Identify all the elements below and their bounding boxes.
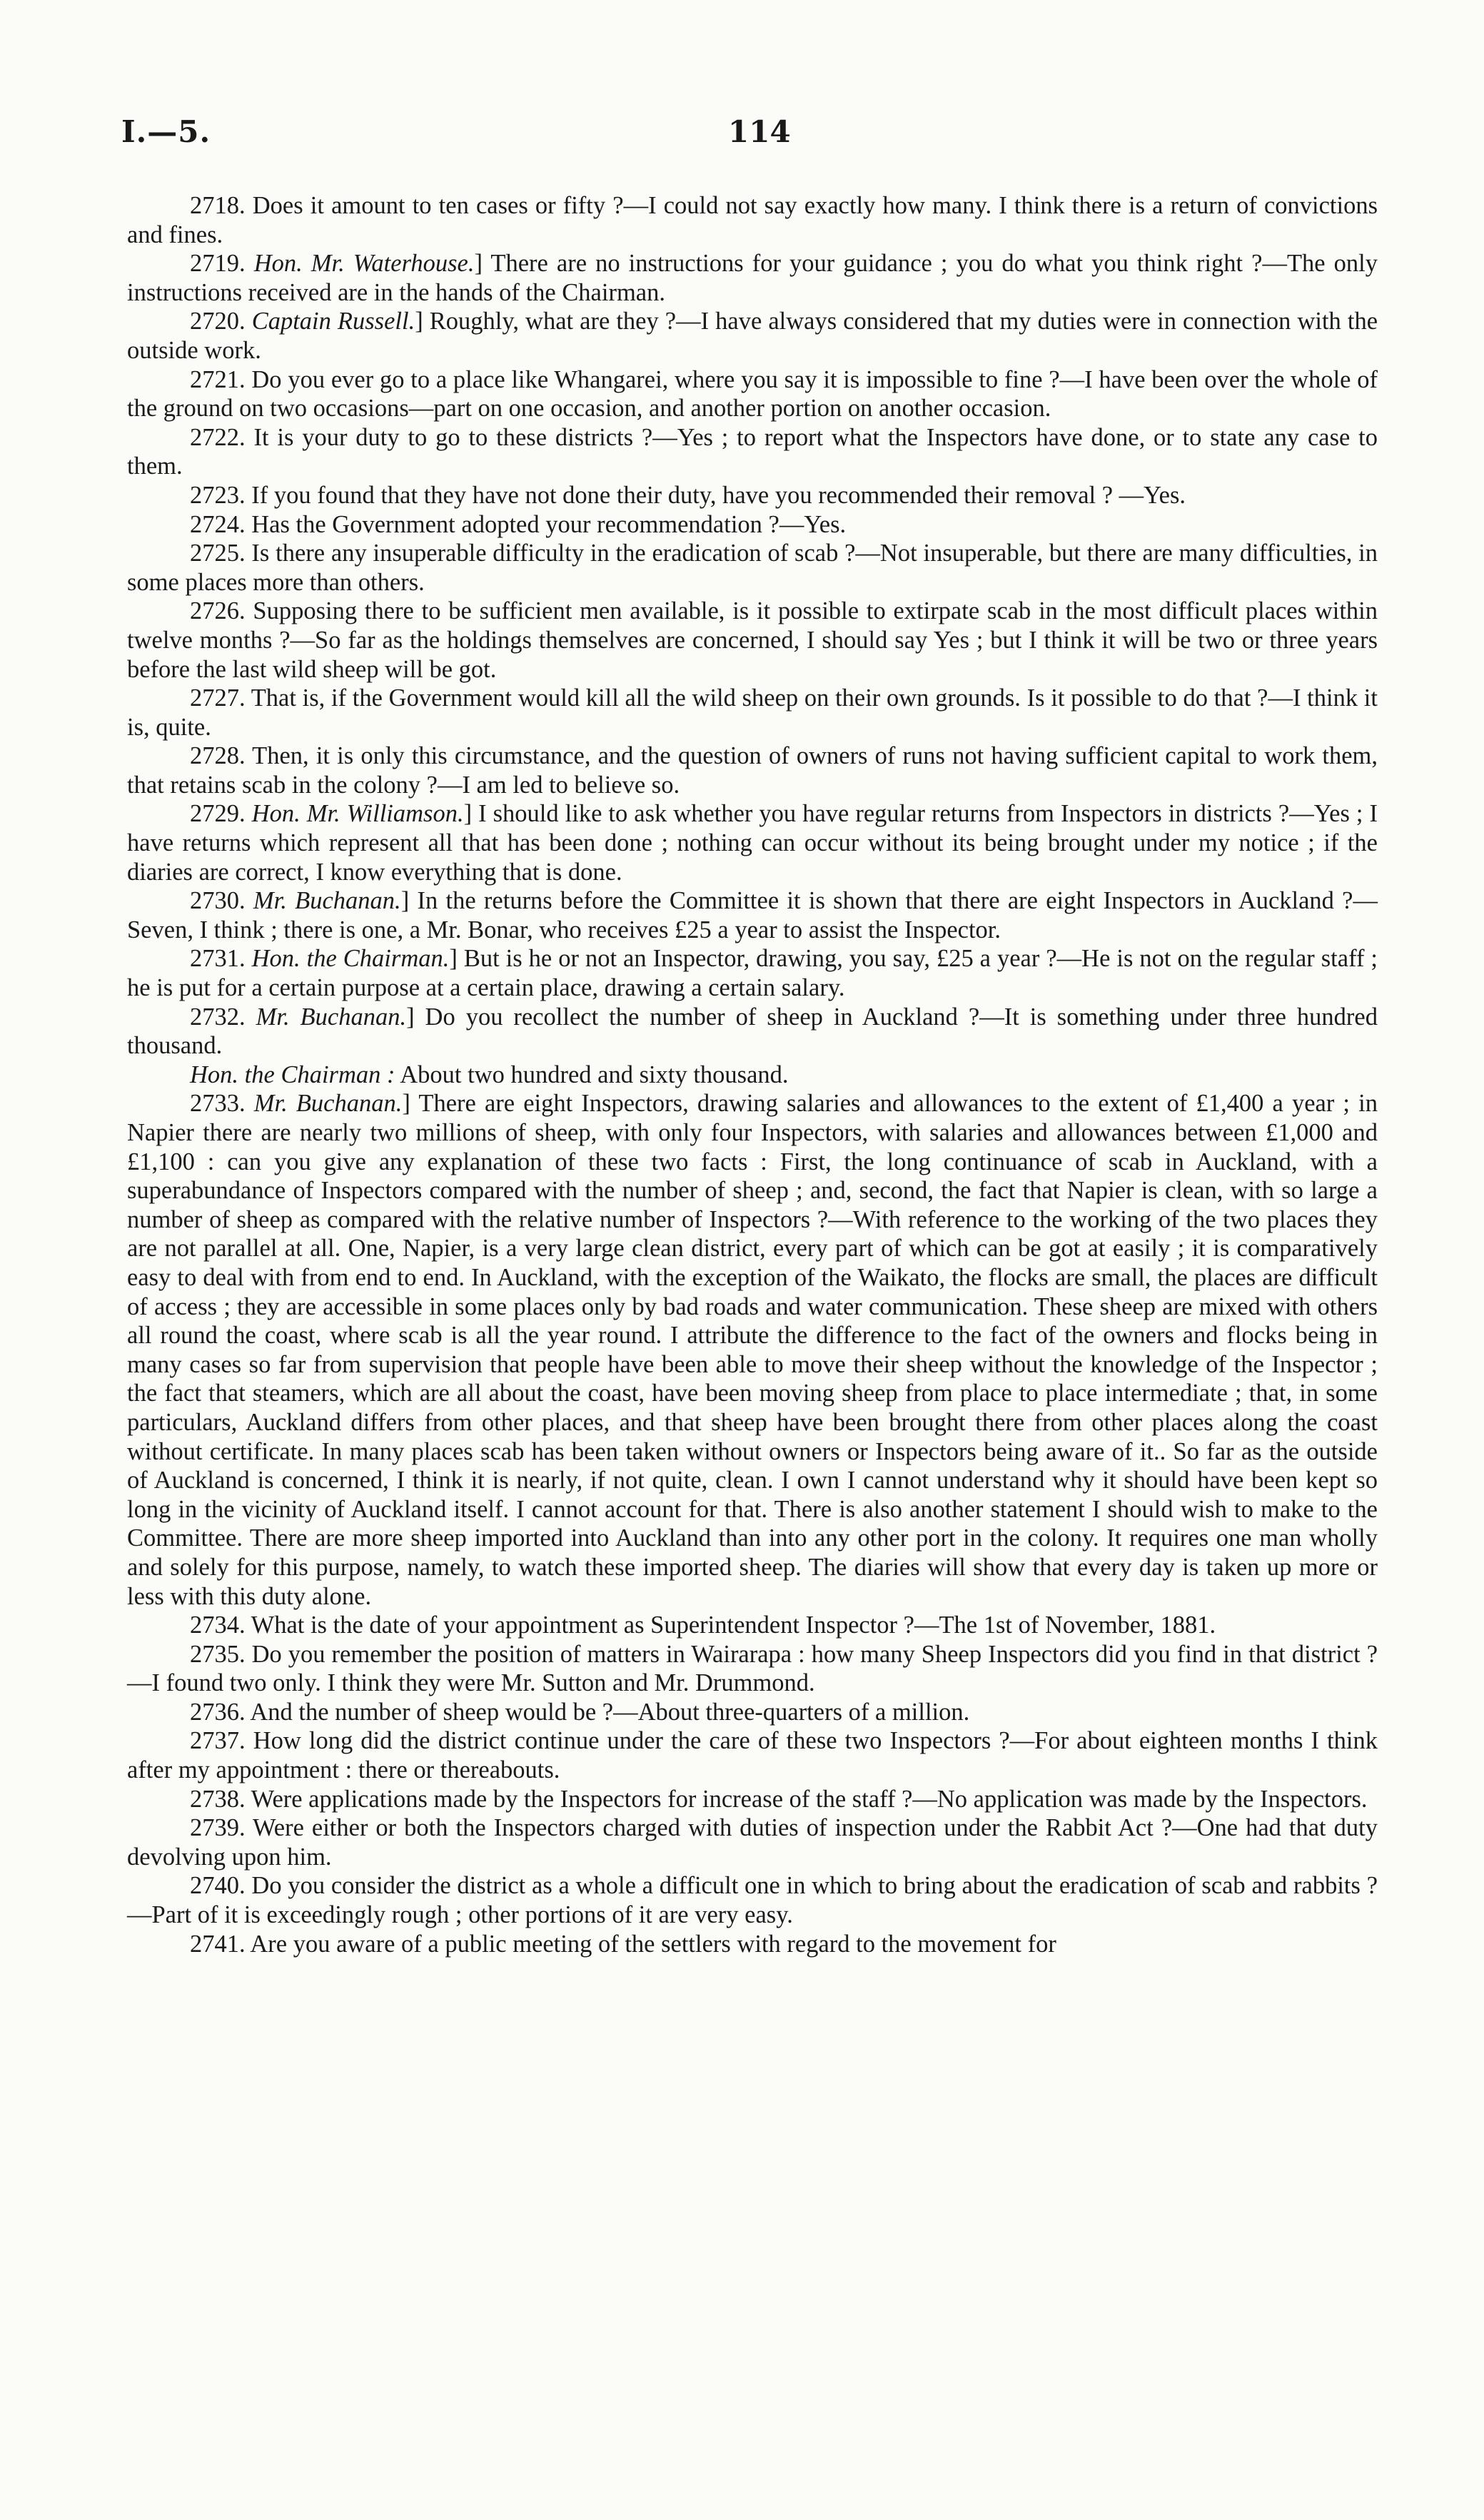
paragraph-text: But is he or not an Inspector, drawing, you say, £25 a year ?—He is not on the regular staff ; he is put for a certain purpose at a certain place, drawing a certain salary. — [127, 945, 1378, 1002]
paragraph-text: Do you recollect the number of sheep in Auckland ?—It is something under three hundred thousand. — [127, 1003, 1378, 1060]
testimony-paragraph — [127, 742, 1378, 799]
testimony-paragraph — [127, 1611, 1378, 1640]
testimony-paragraph — [127, 423, 1378, 481]
testimony-paragraph — [127, 799, 1378, 886]
question-number: 2719. — [190, 250, 246, 278]
document-reference: I.—5. — [121, 114, 211, 149]
paragraph-text: There are no instructions for your guidance ; you do what you think right ?—The only instructions received are in the hands of the Chairman. — [127, 250, 1378, 306]
page-header — [121, 114, 1378, 164]
question-number: 2740. — [190, 1872, 246, 1900]
speaker-name: Mr. Buchanan. — [253, 887, 401, 915]
question-number: 2725. — [190, 540, 246, 567]
question-number: 2739. — [190, 1814, 246, 1842]
testimony-paragraph — [127, 1813, 1378, 1871]
speaker-name: Mr. Buchanan. — [253, 1090, 403, 1118]
testimony-paragraph — [127, 1003, 1378, 1061]
paragraph-text: I should like to ask whether you have regular returns from Inspectors in districts ?—Yes ; I have returns which represent all that has been done ; nothing can occur without its being brought under my notice ; if the diaries are correct, I know everything that is done. — [127, 800, 1378, 886]
testimony-paragraph — [127, 481, 1378, 510]
paragraph-text: Are you aware of a public meeting of the settlers with regard to the movement for — [250, 1930, 1056, 1958]
paragraph-text: Do you remember the position of matters in Wairarapa : how many Sheep Inspectors did you find in that district ?—I found two only. I think they were Mr. Sutton and Mr. Drummond. — [127, 1640, 1378, 1697]
paragraph-text: Does it amount to ten cases or fifty ?—I could not say exactly how many. I think there is a return of convictions and fines. — [127, 192, 1378, 248]
speaker-name: Hon. Mr. Waterhouse. — [253, 250, 475, 278]
question-number: 2735. — [190, 1640, 246, 1668]
testimony-paragraph — [127, 684, 1378, 742]
question-number: 2741. — [190, 1930, 246, 1958]
testimony-paragraph — [127, 1726, 1378, 1784]
question-number: 2737. — [190, 1727, 246, 1755]
question-number: 2718. — [190, 192, 246, 219]
question-number: 2723. — [190, 481, 246, 509]
testimony-paragraph — [127, 1640, 1378, 1698]
testimony-paragraph — [127, 1871, 1378, 1929]
paragraph-text: Do you ever go to a place like Whangarei, where you say it is impossible to fine ?—I have been over the whole of the ground on two occasions—part on one occasion, and another portion on another occasion. — [127, 365, 1378, 422]
testimony-paragraph — [127, 1785, 1378, 1814]
question-number: 2738. — [190, 1785, 246, 1813]
speaker-name: Hon. the Chairman. — [251, 945, 450, 973]
paragraph-text: Is there any insuperable difficulty in the eradication of scab ?—Not insuperable, but there are many difficulties, in some places more than others. — [127, 540, 1378, 596]
page-number: 114 — [728, 114, 791, 149]
speaker-bracket: ] — [474, 250, 491, 278]
speaker-bracket: ] — [463, 800, 479, 828]
question-number: 2733. — [190, 1090, 246, 1118]
testimony-paragraph — [127, 1698, 1378, 1727]
question-number: 2726. — [190, 597, 246, 625]
paragraph-text: It is your duty to go to these districts ?—Yes ; to report what the Inspectors have done, or to state any case to them. — [127, 423, 1378, 480]
paragraph-text: That is, if the Government would kill all the wild sheep on their own grounds. Is it possible to do that ?—I think it is, quite. — [127, 684, 1378, 741]
testimony-paragraph — [127, 365, 1378, 423]
paragraph-text: Then, it is only this circumstance, and the question of owners of runs not having sufficient capital to work them, that retains scab in the colony ?—I am led to believe so. — [127, 742, 1378, 799]
paragraph-text: In the returns before the Committee it is shown that there are eight Inspectors in Auckland ?—Seven, I think ; there is one, a Mr. Bonar, who receives £25 a year to assist the Inspector. — [127, 887, 1378, 943]
question-number: 2724. — [190, 510, 246, 538]
paragraph-text: Roughly, what are they ?—I have always considered that my duties were in connection with the outside work. — [127, 308, 1378, 364]
testimony-paragraph — [127, 1089, 1378, 1611]
speaker-bracket: ] — [402, 1090, 419, 1118]
testimony-paragraph — [127, 597, 1378, 684]
speaker-name: Mr. Buchanan. — [256, 1003, 407, 1031]
speaker-name: Hon. the Chairman : — [190, 1061, 395, 1088]
testimony-paragraph — [127, 510, 1378, 540]
testimony-paragraph — [127, 249, 1378, 307]
question-number: 2736. — [190, 1698, 246, 1726]
paragraph-text: Were either or both the Inspectors charged with duties of inspection under the Rabbit Act ?—One had that duty devolving upon him. — [127, 1814, 1378, 1871]
paragraph-text: How long did the district continue under the care of these two Inspectors ?—For about eighteen months I think after my appointment : there or thereabouts. — [127, 1727, 1378, 1784]
speaker-bracket: ] — [406, 1003, 425, 1031]
document-body — [127, 191, 1378, 1958]
paragraph-text: Do you consider the district as a whole a difficult one in which to bring about the eradication of scab and rabbits ?—Part of it is exceedingly rough ; other portions of it are very easy. — [127, 1872, 1378, 1929]
testimony-paragraph — [127, 1061, 1378, 1090]
question-number: 2729. — [190, 800, 246, 828]
question-number: 2732. — [190, 1003, 246, 1031]
question-number: 2727. — [190, 684, 246, 712]
testimony-paragraph — [127, 191, 1378, 249]
speaker-name: Hon. Mr. Williamson. — [251, 800, 464, 828]
paragraph-text: What is the date of your appointment as Superintendent Inspector ?—The 1st of November, 1881. — [251, 1611, 1216, 1639]
speaker-bracket: ] — [400, 887, 418, 915]
speaker-bracket: ] — [415, 308, 430, 335]
question-number: 2720. — [190, 308, 246, 335]
testimony-paragraph — [127, 539, 1378, 597]
paragraph-text: Supposing there to be sufficient men available, is it possible to extirpate scab in the most difficult places within twelve months ?—So far as the holdings themselves are concerned, I should say Yes ; but I think it will be two or three years before the last wild sheep will be got. — [127, 597, 1378, 683]
question-number: 2722. — [190, 423, 246, 451]
question-number: 2731. — [190, 945, 246, 973]
paragraph-text: Were applications made by the Inspectors for increase of the staff ?—No application was made by the Inspectors. — [251, 1785, 1368, 1813]
question-number: 2721. — [190, 365, 246, 393]
paragraph-text: And the number of sheep would be ?—About three-quarters of a million. — [250, 1698, 970, 1726]
testimony-paragraph — [127, 307, 1378, 365]
paragraph-text: There are eight Inspectors, drawing salaries and allowances to the extent of £1,400 a year ; in Napier there are nearly two millions of sheep, with only four Inspectors, with salaries and allowances between £1,000 and £1,100 : can you give any explanation of these two facts : First, the long continuance of scab in Auckland, with a superabundance of Inspectors compared with the number of sheep ; and, second, the fact that Napier is clean, with so large a number of sheep as compared with the relative number of Inspectors ?—With reference to the working of the two places they are not parallel at all. One, Napier, is a very large clean district, every part of which can be got at easily ; it is comparatively easy to deal with from end to end. In Auckland, with the exception of the Waikato, the flocks are small, the places are difficult of access ; they are accessible in some places only by bad roads and water communication. These sheep are mixed with others all round the coast, where scab is all the year round. I attribute the difference to the fact of the owners and flocks being in many cases so far from supervision that people have been able to move their sheep without the knowledge of the Inspector ; the fact that steamers, which are all about the coast, have been moving sheep from place to place intermediate ; that, in some particulars, Auckland differs from other places, and that sheep have been brought there from other places along the coast without certificate. In many places scab has been taken without owners or Inspectors being aware of it.. So far as the outside of Auckland is concerned, I think it is nearly, if not quite, clean. I own I cannot understand why it should have been kept so long in the vicinity of Auckland itself. I cannot account for that. There is also another statement I should wish to make to the Committee. There are more sheep imported into Auckland than into any other port in the colony. It requires one man wholly and solely for this purpose, namely, to watch these imported sheep. The diaries will show that every day is taken up more or less with this duty alone. — [127, 1090, 1378, 1610]
testimony-paragraph — [127, 1930, 1378, 1959]
paragraph-text: About two hundred and sixty thousand. — [400, 1061, 789, 1088]
testimony-paragraph — [127, 944, 1378, 1002]
question-number: 2730. — [190, 887, 246, 915]
testimony-paragraph — [127, 886, 1378, 944]
speaker-bracket: ] — [449, 945, 464, 973]
question-number: 2734. — [190, 1611, 246, 1639]
paragraph-text: Has the Government adopted your recommendation ?—Yes. — [251, 510, 847, 538]
paragraph-text: If you found that they have not done their duty, have you recommended their removal ? —Yes. — [251, 481, 1186, 509]
question-number: 2728. — [190, 742, 246, 770]
speaker-name: Captain Russell. — [251, 308, 415, 335]
